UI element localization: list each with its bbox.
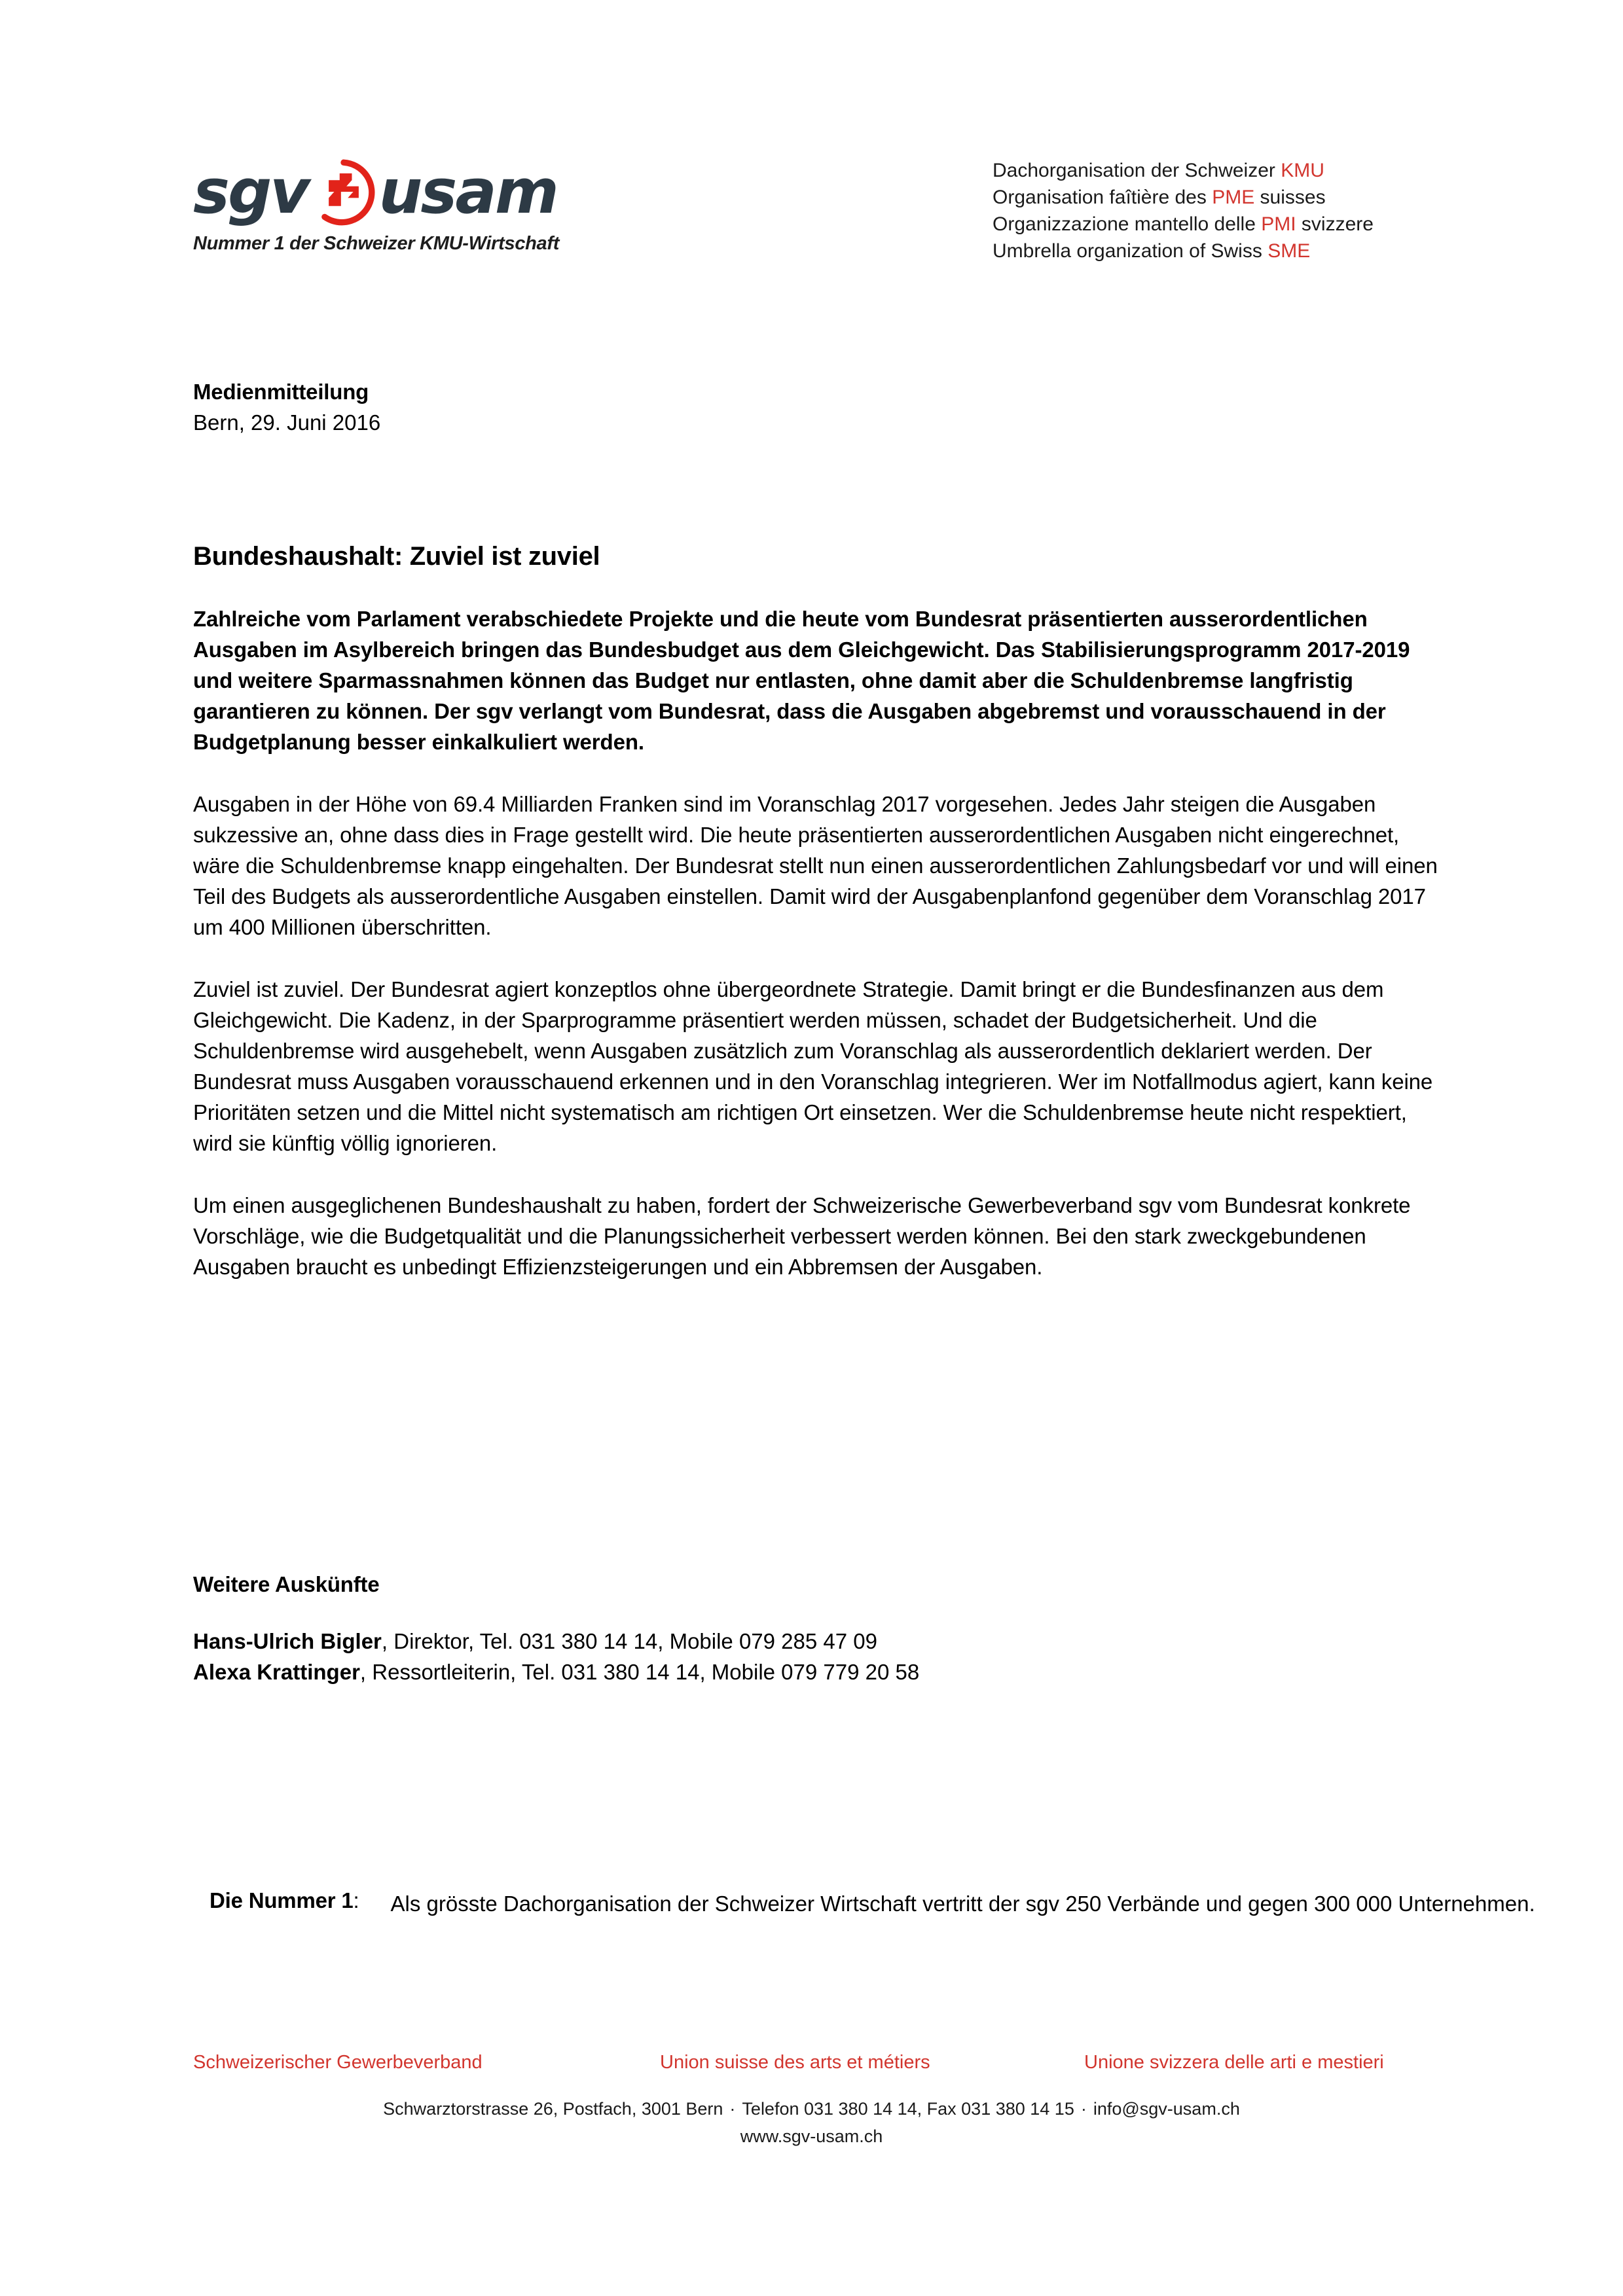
header-lang-de-accent: KMU — [1281, 160, 1324, 181]
header-lang-en-prefix: Umbrella organization of Swiss — [993, 240, 1268, 262]
footer-website-line — [0, 2123, 1623, 2150]
document-body — [193, 541, 1450, 1314]
number-one-text: Als grösste Dachorganisation der Schweizer Wirtschaft vertritt der sgv 250 Verbände und gegen 300 000 Unternehmen. — [390, 1892, 1535, 1916]
body-paragraph-3: Um einen ausgeglichenen Bundeshaushalt zu haben, fordert der Schweizerische Gewerbeverband sgv vom Bundesrat konkrete Vorschläge, wie die Budgetqualität und die Planungssicherheit verbessert werden können. Bei den stark zweckgebundenen Ausgaben braucht es unbedingt Effizienzsteigerungen und ein Abbremsen der Ausgaben. — [193, 1193, 1411, 1279]
contact-details-krattinger: , Ressortleiterin, Tel. 031 380 14 14, Mobile 079 779 20 58 — [359, 1660, 920, 1684]
logo-word-sgv: sgv — [193, 156, 308, 228]
header-language-lines — [993, 157, 1374, 264]
footer-phone: Telefon 031 380 14 14, Fax 031 380 14 15 — [742, 2099, 1074, 2119]
footer-website[interactable]: www.sgv-usam.ch — [740, 2126, 883, 2146]
number-one-colon: : — [353, 1888, 359, 1912]
contact-details-bigler: , Direktor, Tel. 031 380 14 14, Mobile 079 285 47 09 — [381, 1629, 877, 1653]
header-lang-it-accent: PMI — [1261, 213, 1296, 235]
header-lang-fr-accent: PME — [1212, 187, 1255, 208]
footer-email[interactable]: info@sgv-usam.ch — [1093, 2099, 1240, 2119]
header-lang-line-en — [993, 238, 1374, 264]
contact-name-krattinger: Alexa Krattinger — [193, 1660, 360, 1684]
logo-word-usam: usam — [378, 156, 557, 228]
contact-line-krattinger — [193, 1657, 1450, 1687]
header-lang-it-suffix: svizzere — [1296, 213, 1374, 235]
header-lang-line-fr — [993, 184, 1374, 211]
header-lang-line-it — [993, 211, 1374, 238]
page-header — [0, 0, 1623, 308]
sgv-usam-logo — [193, 156, 560, 255]
footer-org-names — [0, 2052, 1623, 2086]
page-title: Bundeshaushalt: Zuviel ist zuviel — [193, 542, 600, 571]
footer-org-it: Unione svizzera delle arti e mestieri — [1084, 2052, 1384, 2073]
header-lang-fr-prefix: Organisation faîtière des — [993, 187, 1213, 208]
contacts-heading: Weitere Auskünfte — [193, 1572, 380, 1596]
header-lang-de-prefix: Dachorganisation der Schweizer — [993, 160, 1281, 181]
swiss-cross-ring-emblem-icon — [310, 158, 378, 226]
document-place-date: Bern, 29. Juni 2016 — [193, 410, 381, 435]
number-one-label-wrap — [210, 1888, 359, 1913]
contact-name-bigler: Hans-Ulrich Bigler — [193, 1629, 382, 1653]
footer-address-line — [0, 2095, 1623, 2123]
contacts-section — [193, 1572, 1450, 1687]
body-paragraph-1: Ausgaben in der Höhe von 69.4 Milliarden Franken sind im Voranschlag 2017 vorgesehen. Jedes Jahr steigen die Ausgaben sukzessive an, ohne dass dies in Frage gestellt wird. Die heute präsentierten ausserordentlichen Ausgaben nicht eingerechnet, wäre die Schuldenbremse knapp eingehalten. Der Bundesrat stellt nun einen ausserordentlichen Zahlungsbedarf vor und will einen Teil des Budgets als ausserordentliche Ausgaben einstellen. Damit wird der Ausgabenplanfond gegenüber dem Voranschlag 2017 um 400 Millionen überschritten. — [193, 792, 1438, 939]
header-lang-line-de — [993, 157, 1374, 184]
logo-tagline: Nummer 1 der Schweizer KMU-Wirtschaft — [193, 233, 560, 254]
page-footer — [0, 2052, 1623, 2150]
lead-paragraph: Zahlreiche vom Parlament verabschiedete Projekte und die heute vom Bundesrat präsentierten ausserordentlichen Ausgaben im Asylbereich bringen das Bundesbudget aus dem Gleichgewicht. Das Stabilisierungsprogramm 2017-2019 und weitere Sparmassnahmen können das Budget nur entlasten, ohne damit aber die Schuldenbremse langfristig garantieren zu können. Der sgv verlangt vom Bundesrat, dass die Ausgaben abgebremst und vorausschauend in der Budgetplanung besser einkalkuliert werden. — [193, 607, 1410, 754]
footer-separator-1: · — [729, 2099, 736, 2119]
header-lang-en-accent: SME — [1267, 240, 1311, 262]
document-kind: Medienmitteilung — [193, 380, 369, 404]
logo-wordmark — [193, 156, 560, 229]
contact-line-bigler — [193, 1626, 1450, 1657]
footer-org-fr: Union suisse des arts et métiers — [660, 2052, 930, 2073]
header-lang-fr-suffix: suisses — [1254, 187, 1326, 208]
document-meta — [193, 376, 380, 438]
header-lang-it-prefix: Organizzazione mantello delle — [993, 213, 1262, 235]
footer-street-address: Schwarztorstrasse 26, Postfach, 3001 Bern — [383, 2099, 723, 2119]
footer-contact-info — [0, 2095, 1623, 2150]
number-one-block — [210, 1888, 1535, 1919]
footer-separator-2: · — [1080, 2099, 1087, 2119]
number-one-label: Die Nummer 1 — [210, 1888, 354, 1912]
body-paragraph-2: Zuviel ist zuviel. Der Bundesrat agiert konzeptlos ohne übergeordnete Strategie. Damit bringt er die Bundesfinanzen aus dem Gleichgewicht. Die Kadenz, in der Sparprogramme präsentiert werden müssen, schadet der Budgetsicherheit. Und die Schuldenbremse wird ausgehebelt, wenn Ausgaben zusätzlich zum Voranschlag als ausserordentlich deklariert werden. Der Bundesrat muss Ausgaben vorausschauend erkennen und in den Voranschlag integrieren. Wer im Notfallmodus agiert, kann keine Prioritäten setzen und die Mittel nicht systematisch am richtigen Ort einsetzen. Wer die Schuldenbremse heute nicht respektiert, wird sie künftig völlig ignorieren. — [193, 977, 1433, 1155]
footer-org-de: Schweizerischer Gewerbeverband — [193, 2052, 483, 2073]
